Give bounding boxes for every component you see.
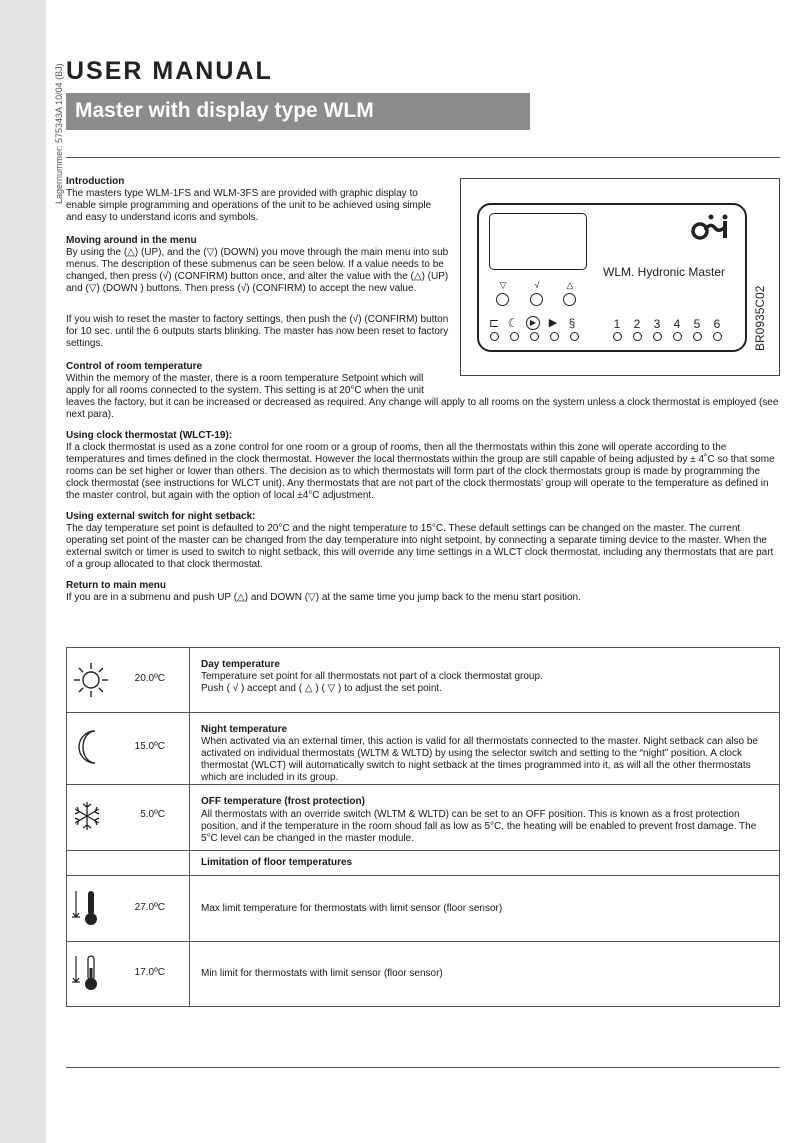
min-limit-text: Min limit for thermostats with limit sensor (floor sensor) bbox=[201, 968, 443, 980]
document-number-text: Lagernummer: 575343A 10/04 (BJ) bbox=[54, 63, 64, 204]
icon-value-cell bbox=[67, 648, 190, 713]
day-value: 20.0ºC bbox=[134, 673, 165, 684]
return-section bbox=[66, 580, 780, 604]
icon-value-cell bbox=[67, 876, 190, 942]
table-row bbox=[67, 851, 780, 876]
intro-body: The masters type WLM-1FS and WLM-3FS are provided with graphic display to enable simple programming and operations of the unit to be achieved using simple and easy to understand icons and symbols. bbox=[66, 188, 432, 224]
moving-body: By using the (△) (UP), and the (▽) (DOWN) you move through the main menu into sub menus. The description of these submenus can be seen below. If a value needs to be changed, then press (√) (CONFIRM) button once, and alter the value with the (△) (UP) and (▽) (DOWN ) buttons. Then press (√) (CONFIRM) to accept the new value. bbox=[66, 247, 449, 295]
day-line-2: Push ( √ ) accept and ( △ ) ( ▽ ) to adjust the set point. bbox=[201, 683, 442, 695]
table-row bbox=[67, 713, 780, 785]
max-limit-value: 27.0ºC bbox=[134, 902, 165, 914]
off-line-1: All thermostats with an override switch (WLTM & WLTD) can be set to an OFF position. This is known as a frost protection position, and if the temperature in the room shoud fall as low as 5°C, the heating will be enabled to prevent frost damage. The 5°C level can be changed in the master module. bbox=[201, 808, 757, 844]
display-screen bbox=[489, 213, 587, 270]
subtitle-text: Master with display type WLM bbox=[75, 99, 374, 122]
intro-heading: Introduction bbox=[66, 176, 125, 187]
room-body-bottom: leaves the factory, but it can be increased or decreased as required. Any change will apply to all rooms on the system unless a clock thermostat is employed (see next para). bbox=[66, 397, 779, 421]
snowflake-icon bbox=[73, 801, 101, 831]
thermometer-min-icon bbox=[71, 954, 101, 992]
icon-value-cell bbox=[67, 851, 190, 876]
off-title: OFF temperature (frost protection) bbox=[201, 796, 365, 808]
icon-value-cell bbox=[67, 713, 190, 785]
description-cell bbox=[190, 876, 780, 942]
external-body: The day temperature set point is defaulted to 20°C and the night temperature to 15°C. These default settings can be changed on the master. The current operating set point of the master can be changed from the day temperature into night setpoint, by connecting a separate timing device to the master. When the external switch or timer is used to switch to night setback, this will override any time settings in a WLCT clock thermostat, including any thermostats that are part of a group allocated to that clock thermostat. bbox=[66, 523, 774, 571]
room-section-bottom bbox=[66, 397, 780, 421]
down-button[interactable] bbox=[496, 293, 509, 306]
room-body-top: Within the memory of the master, there is a room temperature Setpoint which will apply for all rooms connected to the system. This setting is at 20°C when the unit bbox=[66, 373, 424, 397]
output-label: 2 bbox=[633, 317, 641, 331]
device-illustration bbox=[460, 178, 780, 376]
plug-icon: ⊏ bbox=[488, 316, 500, 330]
led bbox=[490, 332, 499, 341]
logo bbox=[689, 213, 733, 241]
day-line-1: Temperature set point for all thermostats not part of a clock thermostat group. bbox=[201, 671, 543, 683]
moving-section bbox=[66, 235, 450, 295]
description-cell bbox=[190, 713, 780, 785]
pump-icon: ▶ bbox=[526, 316, 540, 330]
limit-heading: Limitation of floor temperatures bbox=[201, 857, 353, 869]
night-value: 15.0ºC bbox=[134, 741, 165, 752]
clock-section bbox=[66, 430, 780, 503]
description-cell bbox=[190, 851, 780, 876]
settings-table bbox=[66, 647, 780, 1007]
return-heading: Return to main menu bbox=[66, 580, 167, 591]
heat-icon: § bbox=[568, 316, 576, 330]
external-section bbox=[66, 511, 780, 571]
subtitle-bar bbox=[66, 93, 530, 130]
night-title: Night temperature bbox=[201, 724, 288, 735]
confirm-button[interactable] bbox=[530, 293, 543, 306]
up-button[interactable] bbox=[563, 293, 576, 306]
device-label: WLM. Hydronic Master bbox=[603, 265, 726, 279]
up-mark: △ bbox=[566, 280, 574, 290]
output-led bbox=[673, 332, 682, 341]
table-row bbox=[67, 876, 780, 942]
description-cell bbox=[190, 785, 780, 851]
description-cell bbox=[190, 648, 780, 713]
off-value: 5.0ºC bbox=[140, 809, 165, 821]
description-cell bbox=[190, 942, 780, 1007]
page-title: USER MANUAL bbox=[66, 57, 273, 85]
max-limit-text: Max limit temperature for thermostats with limit sensor (floor sensor) bbox=[201, 902, 503, 914]
output-label: 3 bbox=[653, 317, 661, 331]
moving-heading: Moving around in the menu bbox=[66, 235, 197, 246]
clock-heading: Using clock thermostat (WLCT-19): bbox=[66, 430, 233, 441]
output-label: 6 bbox=[713, 317, 721, 331]
footer-rule bbox=[66, 1067, 780, 1068]
icon-value-cell bbox=[67, 942, 190, 1007]
output-led bbox=[613, 332, 622, 341]
night-line-1: When activated via an external timer, this action is valid for all thermostats connected to the master. Night setback can also be activated on individual thermostats (WLTM & WLTD) by using the selector switch and setting to the “night” position. A clock thermostat (WLCT) will automatically switch to night setback at the times programmed into it, as will all the other thermostats which are included in its group. bbox=[201, 736, 758, 784]
confirm-mark: √ bbox=[534, 280, 540, 290]
output-led bbox=[693, 332, 702, 341]
return-body: If you are in a submenu and push UP (△) and DOWN (▽) at the same time you jump back to the menu start position. bbox=[66, 592, 581, 604]
pump-icon-2: ▶ bbox=[548, 317, 558, 329]
room-section bbox=[66, 361, 450, 397]
device-panel bbox=[477, 203, 747, 352]
external-heading: Using external switch for night setback: bbox=[66, 511, 256, 522]
table-row bbox=[67, 648, 780, 713]
sun-icon bbox=[73, 662, 109, 698]
output-led bbox=[633, 332, 642, 341]
sidebar-strip bbox=[0, 0, 46, 1143]
header-rule bbox=[66, 157, 780, 158]
moon-icon bbox=[75, 729, 101, 765]
room-heading: Control of room temperature bbox=[66, 361, 203, 372]
icon-value-cell bbox=[67, 785, 190, 851]
led bbox=[570, 332, 579, 341]
thermometer-max-icon bbox=[71, 889, 101, 927]
moon-small-icon: ☾ bbox=[507, 316, 519, 330]
output-label: 5 bbox=[693, 317, 701, 331]
day-title: Day temperature bbox=[201, 659, 280, 670]
clock-body: If a clock thermostat is used as a zone control for one room or a group of rooms, then all the thermostats within this zone will operate according to the temperatures and times defined in the clock thermostat. However the local thermostats within the group are still capable of being adjusted by ± 4˚C so that some rooms can be set higher or lower than others. The decision as to which thermostats will form part of the clock thermostats group is made by programming the clock thermostat (see instructions for WLCT unit). Any thermostats that are not part of the clock thermostats’ group will operate to the temperature as defined in the master control, but again with the option of local ±4°C adjustment. bbox=[66, 442, 775, 502]
output-led bbox=[713, 332, 722, 341]
min-limit-value: 17.0ºC bbox=[134, 967, 165, 979]
led bbox=[550, 332, 559, 341]
led bbox=[530, 332, 539, 341]
output-label: 4 bbox=[673, 317, 681, 331]
led bbox=[510, 332, 519, 341]
intro-section bbox=[66, 176, 450, 224]
table-row bbox=[67, 942, 780, 1007]
table-row bbox=[67, 785, 780, 851]
output-led bbox=[653, 332, 662, 341]
drawing-code: BR0935C02 bbox=[753, 285, 767, 351]
output-label: 1 bbox=[613, 317, 621, 331]
reset-section bbox=[66, 314, 450, 350]
reset-body: If you wish to reset the master to factory settings, then push the (√) (CONFIRM) button for 10 sec. until the 6 outputs starts blinking. The master has now been reset to factory settings. bbox=[66, 314, 449, 350]
down-mark: ▽ bbox=[499, 280, 507, 290]
